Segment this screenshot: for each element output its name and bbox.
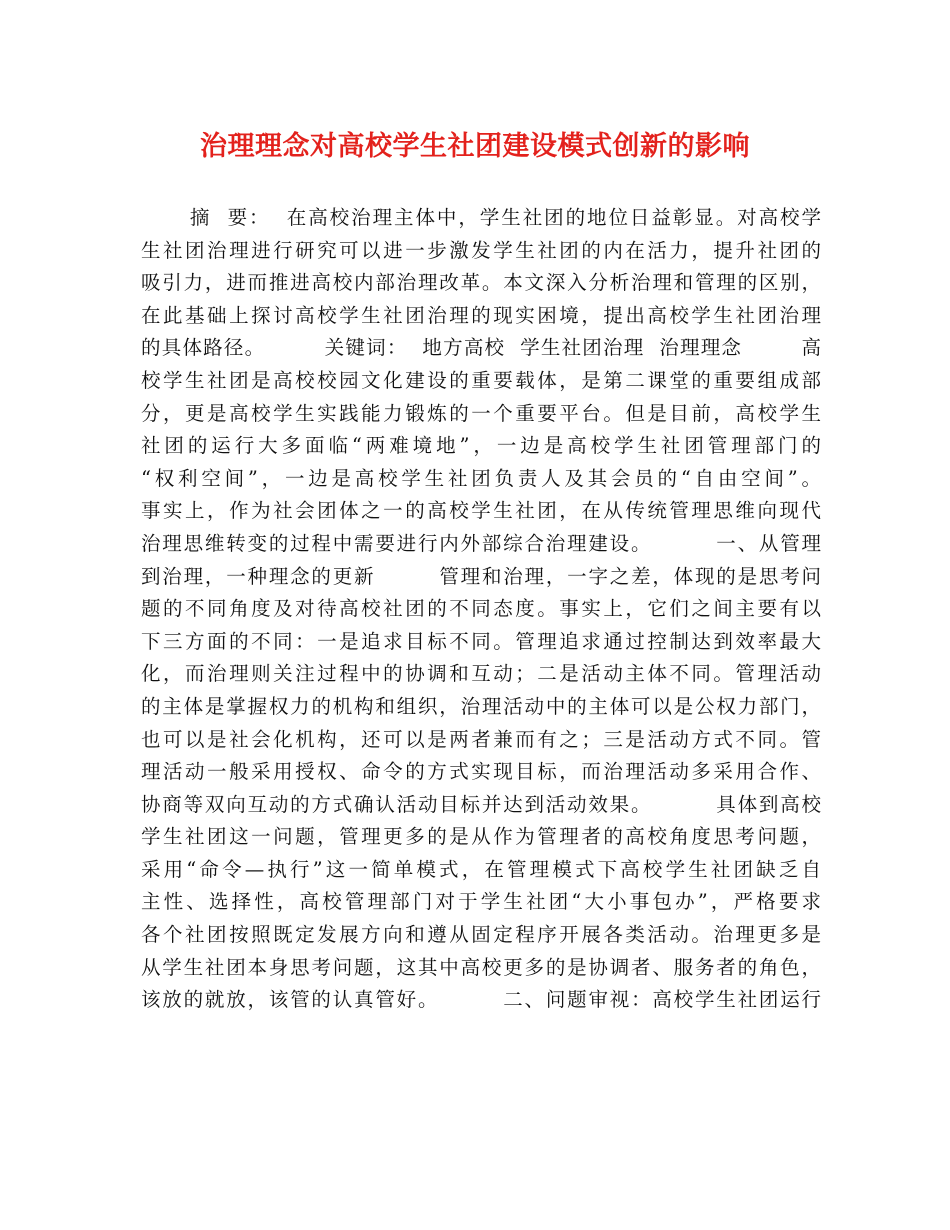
body-line: 的具体路径。 关键词： 地方高校 学生社团治理 治理理念 高	[141, 336, 821, 360]
body-line: 吸引力，进而推进高校内部治理改革。本文深入分析治理和管理的区别，	[141, 271, 821, 295]
body-line: 在此基础上探讨高校学生社团治理的现实困境，提出高校学生社团治理	[141, 303, 821, 327]
body-line: 也可以是社会化机构，还可以是两者兼而有之；三是活动方式不同。管	[141, 727, 821, 751]
body-line: 生社团治理进行研究可以进一步激发学生社团的内在活力，提升社团的	[141, 238, 821, 262]
body-line: 到治理，一种理念的更新 管理和治理，一字之差，体现的是思考问	[141, 564, 821, 588]
body-line: 事实上，作为社会团体之一的高校学生社团，在从传统管理思维向现代	[141, 499, 821, 523]
body-line: 学生社团这一问题，管理更多的是从作为管理者的高校角度思考问题，	[141, 825, 821, 849]
body-line: 化，而治理则关注过程中的协调和互动；二是活动主体不同。管理活动	[141, 662, 821, 686]
body-line: 协商等双向互动的方式确认活动目标并达到活动效果。 具体到高校	[141, 792, 821, 816]
body-line: 治理思维转变的过程中需要进行内外部综合治理建设。 一、从管理	[141, 531, 821, 555]
body-line: 各个社团按照既定发展方向和遵从固定程序开展各类活动。治理更多是	[141, 923, 821, 947]
document-title: 治理理念对高校学生社团建设模式创新的影响	[200, 131, 750, 162]
body-line: 摘 要： 在高校治理主体中，学生社团的地位日益彰显。对高校学	[141, 206, 821, 229]
body-line: 下三方面的不同：一是追求目标不同。管理追求通过控制达到效率最大	[141, 629, 821, 653]
body-line: 该放的就放，该管的认真管好。 二、问题审视：高校学生社团运行	[141, 988, 821, 1012]
document-body	[141, 202, 821, 1017]
body-line: 理活动一般采用授权、命令的方式实现目标，而治理活动多采用合作、	[141, 760, 821, 784]
body-line: 社团的运行大多面临“两难境地”，一边是高校学生社团管理部门的	[141, 434, 821, 458]
body-line: 采用“命令—执行”这一简单模式，在管理模式下高校学生社团缺乏自	[141, 857, 821, 881]
body-line: 分，更是高校学生实践能力锻炼的一个重要平台。但是目前，高校学生	[141, 401, 821, 425]
body-line: 题的不同角度及对待高校社团的不同态度。事实上，它们之间主要有以	[141, 597, 821, 621]
body-line: 的主体是掌握权力的机构和组织，治理活动中的主体可以是公权力部门，	[141, 694, 821, 718]
body-line: “权利空间”，一边是高校学生社团负责人及其会员的“自由空间”。	[141, 466, 821, 490]
body-line: 校学生社团是高校校园文化建设的重要载体，是第二课堂的重要组成部	[141, 368, 821, 392]
body-line: 主性、选择性，高校管理部门对于学生社团“大小事包办”，严格要求	[141, 890, 821, 914]
body-line: 从学生社团本身思考问题，这其中高校更多的是协调者、服务者的角色，	[141, 955, 821, 979]
